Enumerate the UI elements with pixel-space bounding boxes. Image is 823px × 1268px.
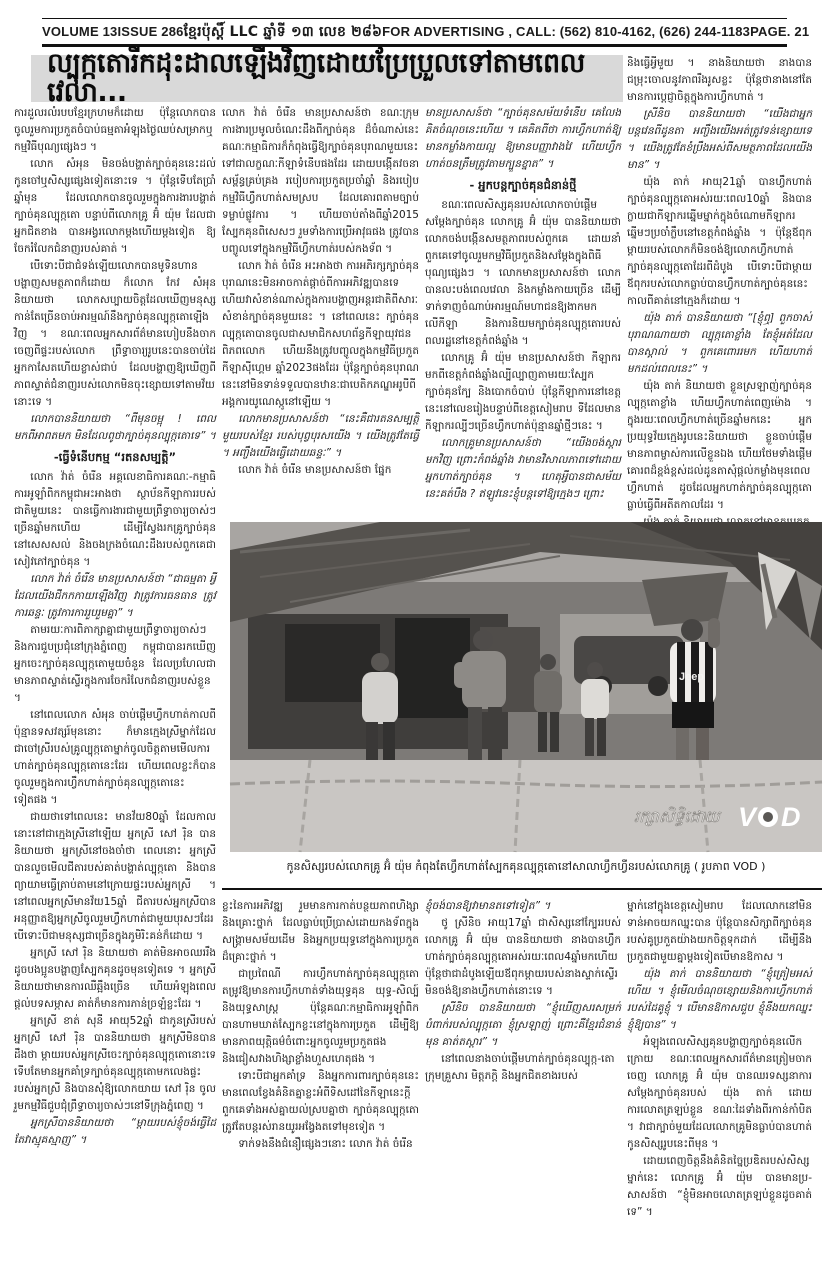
issue-label: ISSUE 286 xyxy=(117,24,184,39)
column-1 xyxy=(14,105,216,1255)
body-paragraph: លោក សំអុន មិនចង់បង្ហាត់ក្បាច់គុននេះដល់កូនចៅឬសិស្សផ្សេងទៀតនោះទេ ។ ប៉ុន្តែទើបតែប្រាំឆ្នាំមុន ដែលលោកបានចូលរួមក្នុងការងារបង្ហាត់ក្បាច់គុនល្បុក្កតោ បន្ទាប់ពីលោកគ្រូ អ៊ំ យ៉ុម ដែលជាអ្នកជិតខាង បានអង្វរលោកម្ដងហើយម្ដងទៀត ឱ្យចែករំលែកជំនាញរបស់គាត់ ។ xyxy=(14,158,216,255)
body-paragraph: លោក វ៉ាត់ ចំរើន មានប្រសាសន៍ថា ខណៈក្រុមការងារប្រមូលចំណេះដឹងពីក្បាច់គុន ដ៏ចំណាស់នេះ គណៈកម្មាធិការក៏កំពុងធ្វើឱ្យក្បាច់គុនបុរាណមួយនេះទៅជាលក្ខណៈកីឡាទំនើបផងដែរ ដោយបង្កើតវចនាសម្ព័ន្ធគ្រប់គ្រង របៀបការប្រកួតប្រចាំឆ្នាំ និងរបៀបកម្មវិធីហ្វឹកហាត់សមស្រប ដែលគោរពតាមច្បាប់ទម្លាប់ផ្លូវការ ។ ហើយចាប់តាំងពីឆ្នាំ2015 ស្បែកគុនពិសេសៗ រួមទាំងការប្រើអាវុធផង ត្រូវបានបញ្ចូលទៅក្នុងកម្មវិធីហ្វឹកហាត់របស់កងទ័ព ។ xyxy=(222,107,419,255)
column-2-top xyxy=(222,105,419,517)
body-paragraph: មានប្រសាសន៍ថា “ក្បាច់គុនសម័យទំនើប គេលែងគិតចំណុចនេះហើយ ។ គេគិតពីថា ការហ្វឹកហាត់ឱ្យមានកម្លាំងកាយល្អ ឱ្យមានបញ្ញាវាងវៃ ហើយហ្វឹកហាត់ចនត្រឹមត្រូវតាមក្បួនខ្នាត” ។ xyxy=(425,107,621,170)
body-paragraph: និងធ្វើអ្វីមួយ ។ នាងនិយាយថា នាងបានជម្រុះចោលនូវភាពរឹងរូសខ្លះ ប៉ុន្តែថានាងនៅតែមានការប្ដេជ្ញាចិត្តក្នុងការហ្វឹកហាត់ ។ xyxy=(627,57,812,103)
header-bottom-rule xyxy=(42,44,787,47)
volume-label: VOLUME 13 xyxy=(42,24,118,39)
body-paragraph: ស្រីនិច បាននិយាយថា “យើងជាអ្នកបន្តវេនពីដូនតា អញ្ចឹងយើងអត់ត្រូវទន់ខ្សោយទេ ។ យើងត្រូវតែខំប្រឹងអស់ពីសមត្ថភាពដែលយើងមាន” ។ xyxy=(627,108,812,171)
svg-text:V: V xyxy=(738,802,757,832)
body-paragraph: នៅពេលលោក សំអុន ចាប់ផ្ដើមហ្វឹកហាត់កាលពីប៉ុន្មានទសវត្សរ៍មុននោះ ក៏មានក្មេងស្រីម្នាក់ដែលជាចៅស្រីរបស់គ្រូល្បុក្កតោម្នាក់ចូលចិត្តតាមមើលការហាត់ក្បាច់គុនល្បុក្កតោនេះដែរ ហើយពេលខ្លះក៏បានចូលរួមក្នុងការហ្វឹកហាត់ក្បាច់គុនល្បុក្កតោនេះទៀតផង ។ xyxy=(14,708,216,806)
section-subhead: - អ្នកបន្តក្បាច់គុនជំនាន់ថ្មី xyxy=(469,178,577,192)
body-paragraph: ថូ ស្រីនិច អាយុ17ឆ្នាំ ជាសិស្សនៅក្បែររបស់លោកគ្រូ អ៊ំ យ៉ុម បាននិយាយថា នាងបានហ្វឹកហាត់ក្បាច់គុនល្បុក្កតោអស់រយៈពេល4ឆ្នាំមកហើយ ប៉ុន្តែថាជាដំបូងឡើយឪពុកម្ដាយរបស់នាងស្ទាក់ស្ទើរមិនចង់ឱ្យនាងហ្វឹកហាត់នោះទេ ។ xyxy=(425,917,621,997)
body-paragraph: យ៉ុង តាក់ និយាយថា ខ្លួនស្រឡាញ់ក្បាច់គុនល្បុក្កតោខ្លាំង ហើយហ្វឹកហាត់ពេញម៉ោង ។ ក្នុងរយៈពេលហ្វឹកហាត់ច្រើនឆ្នាំមកនេះ អ្នកប្រយុទ្ធវ័យក្មេងរូបនេះនិយាយថា ខ្លួនចាប់ផ្ដើមមានភាពម្ចាស់ការលើខ្លួនឯង ហើយថែមទាំងផ្ដើមគោរពដ៏ខ្ពង់ខ្ពស់ដល់ដូនតាសុំផ្ដល់កម្លាំងមុនពេលហ្វឹកហាត់ ដូចដែលអ្នកហាត់ក្បាច់គុនល្បុក្កតោធ្លាប់ធ្វើពីអតីតកាលដែរ ។ xyxy=(627,380,812,511)
body-paragraph: លោកបាននិយាយថា “ពីមុនចម្អុ ! ពេលមកពីអាពតមក មិនដែលពូថាក្បាច់គុនល្បុក្កតោទេ” ។ xyxy=(14,413,216,442)
section-subhead: -ធ្វើទំនើបកម្ម “រតនសម្បត្តិ” xyxy=(53,450,177,464)
body-paragraph: លោកគ្រូមានប្រសាសន៍ថា “យើងចង់ស្ដារមកវិញ ព្រោះកំពង់ឆ្នាំង វាមានវិសាលភាពទៅដោយអ្នកហាត់ក្បាច់គុន ។ ហេតុអ្វីបានជាសម័យនេះគត់បឹង ? ឥឡូវនេះខ្ញុំបន្តទៅឱ្យក្មេងៗ ព្រោះ xyxy=(425,436,621,500)
article-photo xyxy=(230,522,822,852)
body-paragraph: ជាយថាទៅពេលនេះ មានវ័យ80ឆ្នាំ ដែលកាលនោះនៅជាក្មេងស្រីនៅឡើយ អ្នកស្រី សៅ រ៉ិន បាននិយាយថា អ្នកស្រីនៅចងចាំថា ពេលនោះ អ្នកស្រីបានលួចមើលជីតារបស់គាត់បង្ហាត់ល្បុក្កតោ និងបានព្យាយាមធ្វើត្រាប់តាមនៅក្រោយផ្ទះរបស់អ្នកស្រី ។ នៅពេលអ្នកស្រីមានវ័យ15ឆ្នាំ ជីតារបស់អ្នកស្រីបានអនុញ្ញាតឱ្យអ្នកស្រីចូលរួមហ្វឹកហាត់ជាមួយបុរសៗដែរ បើទោះបីជាមនុស្សជាច្រើនក្នុងភូមិរិះគន់ក៏ដោយ ។ xyxy=(14,810,216,942)
body-paragraph: យ៉ុង តាក់ បាននិយាយថា “ខ្ញុំត្រៀមអស់ហើយ ។ ខ្ញុំមើលចំណុចខ្សោយនិងការហ្វឹកហាត់របស់ដៃគូខ្ញុំ ។ បើមានឱកាសជួប ខ្ញុំនឹងយកឈ្នះខ្ញុំឱ្យបាន” ។ xyxy=(627,968,812,1031)
body-paragraph: ជាប្រពៃណី ការហ្វឹកហាត់ក្បាច់គុនល្បុក្កតោតម្រូវឱ្យមានការហ្វឹកហាត់ទាំងយុទ្ធគុន យុទ្ធ-សិល្ប៍ និងយុទ្ធសាស្ត្រ ប៉ុន្តែគណៈកម្មាធិការអូឡាំពិក បានហាមឃាត់ស្បែកខ្លះនៅក្នុងការប្រកួត ដើម្បីឱ្យមានភាពយុត្តិធម៌ចំពោះអ្នកចូលរួមប្រកួតផងនិងជៀសវាងហិង្សាខ្លាំងហួសហេតុផង ។ xyxy=(222,968,419,1065)
body-paragraph: ការដួលរលំរបបខ្មែរក្រហមក៏ដោយ ប៉ុន្តែលោកបានចូលរួមការប្រកួតចំបាប់ធម្មតាអំឡុងថ្ងៃឈប់សម្រាកឬកម្មវិធីបុណ្យផ្សេងៗ ។ xyxy=(14,107,216,153)
watermark-prefix-text: រក្សាសិទ្ធិដោយ xyxy=(634,807,720,826)
body-paragraph: យ៉ុង តាក់ អាយុ21ឆ្នាំ បានហ្វឹកហាត់ក្បាច់គុនល្បុក្កតោអស់រយៈពេល10ឆ្នាំ និងបានក្លាយជាកីឡាករឆ្នើមម្នាក់ក្នុងចំណោមកីឡាករឆ្នើមៗប្រចាំក្លឹបនៅខេត្តកំពង់ឆ្នាំង ។ ប៉ុន្តែឪពុកម្ដាយរបស់លោកក៏មិនចង់ឱ្យលោកហ្វឹកហាត់ក្បាច់គុនល្បុក្កតោដែរពីដំបូង បើទោះបីជាម្ដាយឪពុករបស់លោកធ្លាប់បានហ្វឹកហាត់ក្បាច់គុននេះកាលពីគាត់នៅក្មេងក៏ដោយ ។ xyxy=(627,176,812,307)
body-paragraph: ទោះបីជាអ្នកគាំទ្រ និងអ្នកការពារក្បាច់គុននេះមានពេលខ្វែងគំនិតគ្នាខ្លះអំពីទិសដៅនៃកីឡានេះក្ដី ពួកគេទាំងអស់គ្នាយល់ស្របគ្នាថា ក្បាច់គុនល្បុក្កតោត្រូវតែបន្តរស់រានយូរអង្វែងតទៅមុខទៀត ។ xyxy=(222,1070,419,1133)
header-top-rule xyxy=(42,18,787,19)
body-paragraph: ម្នាក់នៅក្នុងខេត្តសៀមរាប ដែលលោកនៅមិនទាន់អាចយកឈ្នះបាន ប៉ុន្តែបានសិក្សាពីក្បាច់គុនរបស់គូប្រកួតយ៉ាងយកចិត្តទុកដាក់ ដើម្បីនឹងប្រកួតជាមួយគ្នាម្ដងទៀតបើមានឱកាស ។ xyxy=(627,900,812,963)
jersey-text: Jeep xyxy=(679,671,705,683)
masthead xyxy=(42,22,810,43)
svg-text:D: D xyxy=(781,802,801,832)
photo-caption: កូនសិស្សរបស់លោកគ្រូ អ៊ំ យ៉ុម កំពុងតែហ្វឹកហាត់ស្បែកគុនល្បុក្កតោនៅសាលាហ្វឹកហ្វឺនរបស់លោកគ្រូ ( រូបភាព VOD ) xyxy=(286,860,766,873)
body-paragraph: លោកមានប្រសាសន៍ថា “នេះគឺជារតនសម្បត្តិមួយរបស់ខ្មែរ របស់បុព្វបុរសយើង ។ យើងត្រូវតែធ្វើ ។ អញ្ចឹងយើងធ្វើដោយឆន្ទៈ” ។ xyxy=(222,413,419,459)
body-paragraph: ខ្លះនៃការអភិវឌ្ឍ រួមមានការកាត់បន្ថយភាពហិង្សា និងគ្រោះថ្នាក់ ដែលធ្លាប់ប្រើប្រាស់ដោយកងទ័ពក្នុងសង្គ្រាមសម័យដើម និងអ្នកប្រយុទ្ធនៅក្នុងការប្រកួតដ៏គ្រោះថ្នាក់ ។ xyxy=(222,900,419,963)
article-headline: ល្បុក្កតោរីកដុះដាលឡើងវិញដោយប្រែប្រួលទៅតាមពេលវេលា... xyxy=(47,48,585,108)
body-paragraph: តាមរយៈការពិភាក្សាគ្នាជាមួយព្រឹទ្ធាចារ្យចាស់ៗ និងការជួបប្រជុំនៅក្រុងភ្នំពេញ កម្ពុជាបានរកឃើញអ្នកចេះក្បាច់គុនល្បុក្កតោមួយចំនួន ដែលប្រហែលជាមានភាពស្ទាត់ស្ទើរក្នុងការចែករំលែកជំនាញរបស់ខ្លួន ។ xyxy=(14,623,216,704)
body-paragraph: ខ្ញុំចង់បានឱ្យវាមានតទៅទៀត” ។ xyxy=(425,900,551,912)
body-paragraph: អ្នកស្រី ខាត់ សុនី អាយុ52ឆ្នាំ ជាកូនស្រីរបស់អ្នកស្រី សៅ រ៉ិន បាននិយាយថា អ្នកស្រីមិនបានដឹងថា ម្ដាយរបស់អ្នកស្រីចេះក្បាច់គុនល្បុក្កតោនោះទេ ទើបតែមានអ្នកគាំទ្រក្បាច់គុនល្បុក្កតោមកលេងផ្ទះរបស់អ្នកស្រី និងបានសុំឱ្យលោកយាយ សៅ រ៉ិន ចូលរួមកម្មវិធីជួបជុំព្រឹទ្ធាចារ្យចាស់ៗនៅទីក្រុងភ្នំពេញ ។ xyxy=(14,1014,216,1112)
brand-khmer: ខ្មែរប៉ុស្តិ៍ LLC ឆ្នាំទី ១៣ លេខ ២៨៦ xyxy=(183,24,383,40)
body-paragraph: នៅពេលនាងចាប់ផ្ដើមហាត់ក្បាច់គុនល្បុក្ក-តោ ក្រុមគ្រួសារ មិត្តភក្ដិ និងអ្នកជិតខាងរបស់ xyxy=(425,1053,615,1082)
body-paragraph: លោក វ៉ាត់ ចំរើន អគ្គលេខាធិការគណៈ-កម្មាធិការអូឡាំពិកកម្ពុជាអះអាងថា ស្ថាប័នកីឡាការរបស់ជាតិមួយនេះ បានធ្វើការងារជាមួយព្រឹទ្ធាចារ្យចាស់ៗច្រើនឆ្នាំមកហើយ ដើម្បីស្វែងរកគ្រូក្បាច់គុននៅសេសសល់ និងចងក្រងចំណេះដឹងរបស់ពួកគេជាសៀវភៅក្បាច់គុន ។ xyxy=(14,470,216,568)
photo-illustration xyxy=(230,522,822,852)
column-3-top xyxy=(425,105,621,517)
body-paragraph: លោកគ្រូ អ៊ំ យ៉ុម មានប្រសាសន៍ថា កីឡាករមកពីខេត្តកំពង់ឆ្នាំងល្បីល្បាញតាមរយៈស្បែកក្បាច់គុនក្បែ និងបោកចំបាប់ ប៉ុន្តែកីឡាការនៅខេត្តនេះនៅលេខរៀងបន្ទាប់ពីខេត្តសៀមរាប ទីដែលមានកីឡាករល្បីៗច្រើនហ្វឹកហាត់ប៉ុន្មានឆ្នាំថ្មីៗនេះ ។ xyxy=(425,351,621,432)
body-paragraph: អំឡុងពេលសិស្សគុនបង្ហាញក្បាច់គុនលើកក្រោយ ខណៈពេលអ្នកសារព័ត៌មានត្រៀមចាកចេញ លោកគ្រូ អ៊ំ យ៉ុម បានឈរទស្សនាការសម្ដែងក្បាច់គុនរបស់ យ៉ុង តាក់ ដោយការលោតត្រឡប់ខ្លួន ខណៈដៃទាំងពីរកាន់កាំបិត ។ វាជាក្បាច់មួយដែលលោកគ្រូមិនធ្លាប់បានហាត់កូនសិស្សរូបនេះពីមុន ។ xyxy=(627,1036,812,1150)
body-paragraph: លោក វ៉ាត់ ចំរើន អះអាងថា ការអភិរក្សក្បាច់គុនបុរាណនេះមិនអាចកាត់ផ្ដាច់ពីការអភិវឌ្ឍបានទេ ហើយវាសំខាន់ណាស់ក្នុងការបង្ហាញអន្តរជាតិពីសារៈសំខាន់ក្បាច់គុនមួយនេះ ។ នៅពេលនេះ ក្បាច់គុនល្បុក្កតោបានចូលជាសមាជិកសហព័ន្ធកីឡាយុវជនពិភពលោក ហើយនឹងត្រូវបញ្ចូលក្នុងកម្មវិធីប្រកួតកីឡាស៊ីហ្គេម ឆ្នាំ2023ផងដែរ ប៉ុន្តែក្បាច់គុនបុរាណនេះនៅមិនទាន់ទទួលបានឋានៈជាបេតិកភណ្ឌអរូបីពីអង្គការយូណេស្កូនៅឡើយ ។ xyxy=(222,260,419,408)
body-paragraph: ដោយពេញចិត្តនឹងគំនិតច្នៃប្រឌិតរបស់សិស្សម្នាក់នេះ លោកគ្រូ អ៊ំ យ៉ុម បានមានប្រ-សាសន៍ថា “ខ្ញុំមិនអាចលោតត្រឡប់ខ្លួនដូចគាត់ទេ” ។ xyxy=(627,1155,812,1218)
body-paragraph: លោក វ៉ាត់ ចំរើន មានប្រសាសន៍ថា ផ្នែក xyxy=(238,464,392,476)
page-number: PAGE. 21 xyxy=(750,24,810,39)
body-paragraph: ខណៈពេលសិស្សគុនរបស់លោកចាប់ផ្ដើមសម្ដែងក្បាច់គុន លោកគ្រូ អ៊ំ យ៉ុម បាននិយាយថា លោកចង់បង្កើនសមត្ថភាពរបស់ពួកគេ ដោយនាំពួកគេទៅចូលរួមកម្មវិធីប្រកួតនិងសម្ដែងក្នុងពិធីបុណ្យផ្សេងៗ ។ លោកមានប្រសាសន៍ថា លោកបានលះបង់ពេលវេលា និងកម្លាំងកាយច្រើន ដើម្បីទាក់ទាញចំណាប់អារម្មណ៍មហាជនឱ្យងាកមកលើកីឡា និងការនិយមក្បាច់គុនល្បុក្កតោរបស់ពលរដ្ឋនៅខេត្តកំពង់ឆ្នាំង ។ xyxy=(425,198,621,347)
column-4-top xyxy=(627,55,812,517)
caption-rule xyxy=(222,888,822,890)
body-paragraph: បើទោះបីជាជំទង់ឡើយលោកបានមូទិនហានបង្ហាញសមត្ថភាពក៏ដោយ ក៏លោក កែវ សំអុន និយាយថា លោកសប្បាយចិត្តដែលឃើញមនុស្សកាន់តែច្រើនចាប់អារម្មណ៍នឹងក្បាច់គុនល្បុក្កតោឡើងវិញ ។ ខណៈពេលអ្នកសារព័ត៌មានហៀបនឹងចាកចេញពីផ្ទះរបស់លោក ព្រឹទ្ធាចារ្យរូបនេះបានចាប់ដៃអ្នកកាសែតហើយខ្លាស់ជាប់ ដែលបង្ហាញឱ្យឃើញពីភាពស្ទាត់ជំនាញរបស់លោកមិនចុះខ្សោយទៅតាមវ័យនោះទេ ។ xyxy=(14,260,216,408)
body-paragraph: អ្នកស្រីបាននិយាយថា “ម្ដាយរបស់ខ្ញុំចង់ធ្វើដៃ តែវាស្មុគស្មាញ” ។ xyxy=(14,1116,216,1146)
body-paragraph: ស្រីនិច បាននិយាយថា “ខ្ញុំឃើញសរសម្រក់បំពាក់របស់ល្បុក្កតោ ខ្ញុំស្រឡាញ់ ព្រោះគឺខ្មែរជំនាន់មុន គាត់តស្ដារ” ។ xyxy=(425,1002,621,1048)
column-4-bottom xyxy=(627,898,812,1266)
advertising-contact: FOR ADVERTISING , CALL: (562) 810-4162, (626) 244-1183 xyxy=(382,24,751,39)
body-paragraph: លោក វ៉ាត់ ចំរើន មានប្រសាសន៍ថា “ជាធម្មតា អ្វីដែលយើងជីកកកាយឡើងវិញ វាត្រូវការធនធាន ត្រូវការឆន្ទៈ ត្រូវការការរួបរួមគ្នា” ។ xyxy=(14,572,216,619)
body-paragraph: ទាក់ទងនឹងជំនឿផ្សេងៗនោះ លោក វ៉ាត់ ចំរើន xyxy=(238,1138,413,1150)
column-3-bottom xyxy=(425,898,621,1266)
body-paragraph: អ្នកស្រី សៅ រ៉ិន និយាយថា គាត់មិនអាចឈររឹងដូចបងប្អូនបង្ហាញស្បែកគុនដូចមុនទៀតទេ ។ អ្នកស្រីនិយាយថាមានការឈឺឆ្អឹងច្រើន ហើយអំឡុងពេលផ្ដល់បទសម្ភាស គាត់ក៏មានការភាន់ច្រឡំខ្លះដែរ ។ xyxy=(14,946,216,1010)
body-paragraph: យ៉ុង តាក់ បាននិយាយថា “[ខ្ញុំឮ] ពួកចាស់បុរាណណាយថា ល្បុក្កតោខ្លាំង តែខ្ញុំអត់ដែលបានស្គាល់ ។ ពួកគេពោររមក ហើយហាត់មកដល់ពេលនេះ” ។ xyxy=(627,312,812,375)
column-2-bottom xyxy=(222,898,419,1266)
headline-banner xyxy=(31,48,623,108)
